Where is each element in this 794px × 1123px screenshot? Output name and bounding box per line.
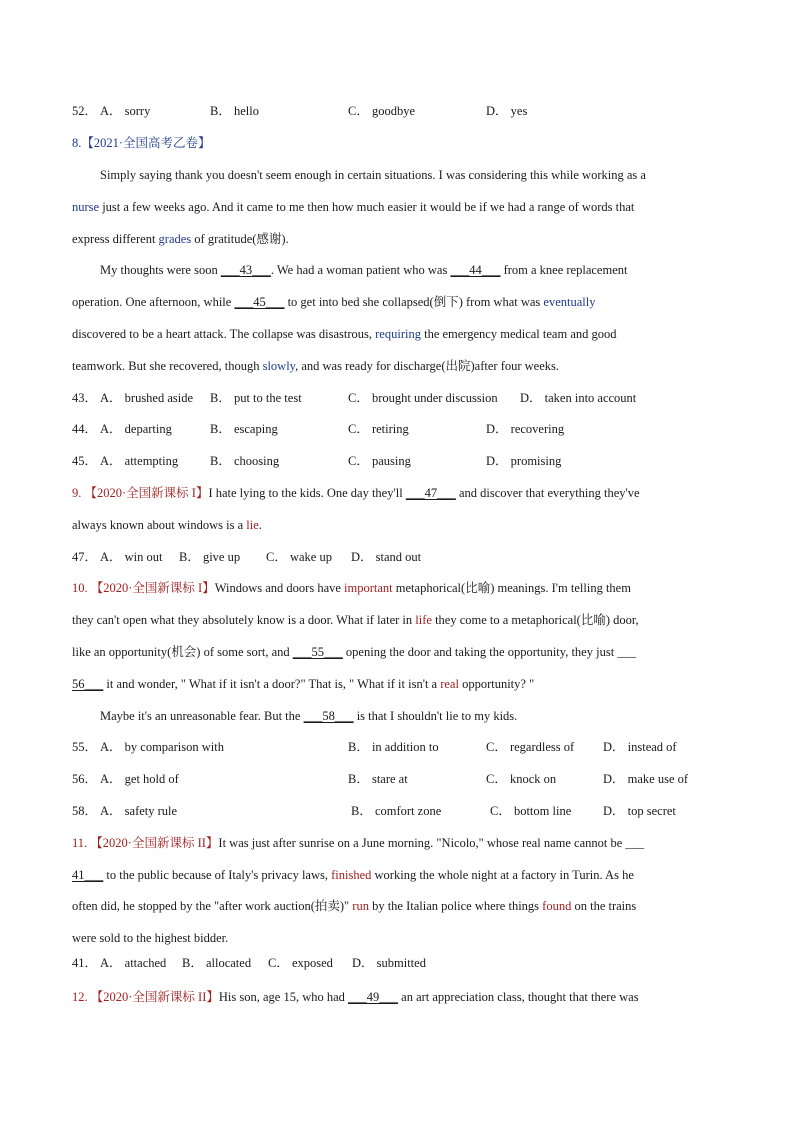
text-segment: His son, age 15, who had	[218, 990, 349, 1004]
text-segment: the emergency medical team and good	[420, 327, 617, 341]
text-segment: working the whole night at a factory in Turin. As he	[371, 868, 634, 882]
option-c: C． wake up	[266, 550, 332, 564]
option-c: C． regardless of	[486, 740, 575, 754]
passage-line	[100, 262, 627, 278]
option-d: D． submitted	[352, 956, 426, 970]
highlight-word: found	[542, 899, 572, 913]
highlight-word: real	[440, 677, 459, 691]
highlight-word: run	[352, 899, 369, 913]
question-58-number: 58．	[72, 804, 98, 818]
text-segment: opportunity? "	[458, 677, 535, 691]
text-segment: just a few weeks ago. And it came to me then how much easier it would be if we had a range of words that	[99, 200, 635, 214]
option-b: B． hello	[210, 104, 259, 118]
blank-47: ___47___	[405, 486, 456, 500]
passage-line	[100, 708, 517, 724]
passage-line: were sold to the highest bidder.	[72, 931, 229, 945]
option-b: B． comfort zone	[351, 804, 442, 818]
text-segment: It was just after sunrise on a June morning. "Nicolo," whose real name cannot be ___	[218, 836, 645, 850]
text-segment: always known about windows is a	[72, 518, 247, 532]
highlight-word: slowly	[262, 359, 296, 373]
option-a: A． attempting	[100, 454, 179, 468]
highlight-word: eventually	[543, 295, 596, 309]
passage-line	[72, 644, 636, 660]
text-segment: often did, he stopped by the "after work auction(拍卖)"	[72, 899, 353, 913]
question-41-number: 41．	[72, 956, 98, 970]
option-d: D． promising	[486, 454, 562, 468]
text-segment: by the Italian police where things	[368, 899, 543, 913]
question-52-number: 52．	[72, 104, 98, 118]
option-d: D． stand out	[351, 550, 422, 564]
text-segment: they come to a metaphorical(比喻) door,	[431, 613, 639, 627]
passage-line	[72, 517, 262, 533]
passage-line	[72, 358, 559, 374]
passage-line	[72, 898, 636, 914]
highlight-word: nurse	[72, 200, 100, 214]
option-d: D． make use of	[603, 772, 689, 786]
text-segment: and discover that everything they've	[455, 486, 640, 500]
highlight-word: requiring	[375, 327, 421, 341]
question-44-number: 44．	[72, 422, 98, 436]
text-segment: Windows and doors have	[214, 581, 345, 595]
option-c: C． brought under discussion	[348, 391, 498, 405]
section-number: 10.	[72, 581, 91, 595]
option-d: D． top secret	[603, 804, 676, 818]
text-segment: discovered to be a heart attack. The collapse was disastrous,	[72, 327, 376, 341]
section-number: 11.	[72, 836, 91, 850]
passage-line: Simply saying thank you doesn't seem enough in certain situations. I was considering this while working as a	[100, 168, 646, 182]
blank-55: ___55___	[292, 645, 343, 659]
text-segment: My thoughts were soon	[100, 263, 221, 277]
question-55-number: 55．	[72, 740, 98, 754]
option-d: D． instead of	[603, 740, 677, 754]
text-segment: they can't open what they absolutely know is a door. What if later in	[72, 613, 416, 627]
option-b: B． escaping	[210, 422, 278, 436]
option-a: A． departing	[100, 422, 172, 436]
question-56-number: 56．	[72, 772, 98, 786]
passage-line	[72, 231, 289, 247]
highlight-word: lie	[246, 518, 259, 532]
option-c: C． knock on	[486, 772, 557, 786]
option-a: A． safety rule	[100, 804, 178, 818]
blank-45: ___45___	[234, 295, 285, 309]
text-segment: of gratitude(感谢).	[191, 232, 289, 246]
passage-line	[72, 326, 617, 342]
blank-58: ___58___	[303, 709, 354, 723]
text-segment: express different	[72, 232, 159, 246]
question-43-number: 43．	[72, 391, 98, 405]
source-tag: 【2020·全国新课标 II】	[90, 990, 219, 1004]
question-45-number: 45．	[72, 454, 98, 468]
text-segment: it and wonder, " What if it isn't a door?" That is, " What if it isn't a	[103, 677, 441, 691]
text-segment: , and was ready for discharge(出院)after four weeks.	[295, 359, 560, 373]
option-c: C． retiring	[348, 422, 409, 436]
text-segment: teamwork. But she recovered, though	[72, 359, 263, 373]
text-segment: is that I shouldn't lie to my kids.	[353, 709, 518, 723]
option-b: B． allocated	[182, 956, 252, 970]
text-segment: Maybe it's an unreasonable fear. But the	[100, 709, 304, 723]
passage-line	[72, 199, 634, 215]
blank-49: ___49___	[348, 990, 399, 1004]
text-segment: I hate lying to the kids. One day they'll	[208, 486, 406, 500]
option-d: D． recovering	[486, 422, 565, 436]
text-segment: opening the door and taking the opportunity, they just ___	[342, 645, 637, 659]
section-12-line	[72, 989, 639, 1005]
option-d: D． taken into account	[520, 391, 637, 405]
option-a: A． by comparison with	[100, 740, 224, 754]
blank-56: 56___	[72, 677, 104, 691]
source-tag: 【2020·全国新课标 II】	[90, 836, 219, 850]
option-c: C． exposed	[268, 956, 333, 970]
option-a: A． sorry	[100, 104, 151, 118]
blank-41: 41___	[72, 868, 104, 882]
section-8-header: 8.【2021·全国高考乙卷】	[72, 136, 211, 150]
option-b: B． stare at	[348, 772, 408, 786]
blank-44: ___44___	[450, 263, 501, 277]
text-segment: from a knee replacement	[500, 263, 628, 277]
passage-line	[72, 867, 634, 883]
highlight-word: finished	[331, 868, 372, 882]
option-c: C． bottom line	[490, 804, 572, 818]
section-11-line	[72, 835, 644, 851]
question-47-number: 47．	[72, 550, 98, 564]
option-b: B． in addition to	[348, 740, 439, 754]
option-a: A． brushed aside	[100, 391, 194, 405]
option-c: C． pausing	[348, 454, 411, 468]
section-number: 9.	[72, 486, 85, 500]
option-c: C． goodbye	[348, 104, 416, 118]
text-segment: to get into bed she collapsed(倒下) from what was	[284, 295, 544, 309]
text-segment: like an opportunity(机会) of some sort, and	[72, 645, 293, 659]
option-d: D． yes	[486, 104, 528, 118]
option-b: B． choosing	[210, 454, 280, 468]
highlight-word: important	[344, 581, 393, 595]
text-segment: on the trains	[571, 899, 637, 913]
text-segment: operation. One afternoon, while	[72, 295, 235, 309]
text-segment: metaphorical(比喻) meanings. I'm telling them	[392, 581, 631, 595]
option-a: A． get hold of	[100, 772, 179, 786]
section-10-line	[72, 580, 631, 596]
text-segment: an art appreciation class, thought that there was	[398, 990, 639, 1004]
text-segment: to the public because of Italy's privacy laws,	[103, 868, 332, 882]
option-b: B． put to the test	[210, 391, 302, 405]
highlight-word: life	[415, 613, 432, 627]
blank-43: ___43___	[220, 263, 271, 277]
highlight-word: grades	[158, 232, 192, 246]
source-tag: 【2020·全国新课标 I】	[90, 581, 215, 595]
section-9-line	[72, 485, 640, 501]
passage-line	[72, 294, 596, 310]
passage-line	[72, 612, 639, 628]
option-b: B． give up	[179, 550, 241, 564]
option-a: A． win out	[100, 550, 163, 564]
option-a: A． attached	[100, 956, 167, 970]
passage-line	[72, 676, 534, 692]
source-tag: 【2020·全国新课标 I】	[84, 486, 209, 500]
section-number: 12.	[72, 990, 91, 1004]
text-segment: . We had a woman patient who was	[270, 263, 451, 277]
text-segment: .	[258, 518, 262, 532]
